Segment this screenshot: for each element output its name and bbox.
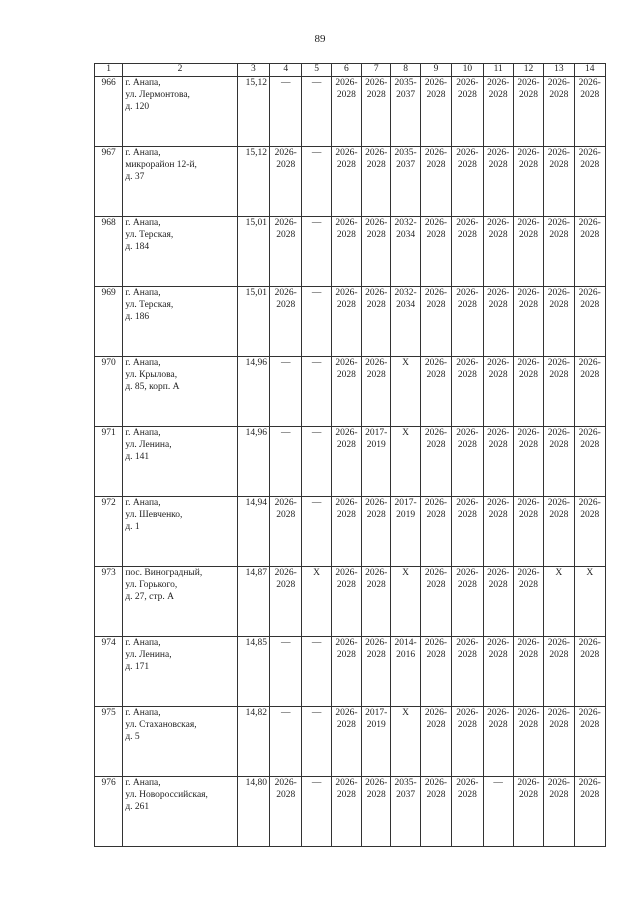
period-cell: 2026-2028 [544,426,574,496]
column-header: 1 [95,64,123,77]
table-row [95,76,606,146]
address-line: д. 184 [125,241,150,252]
address-line: ул. Горького, [125,579,178,590]
period-cell: — [483,776,513,846]
period-cell: 2026-2028 [331,356,361,426]
period-cell: 2026-2028 [420,216,451,286]
address-line: д. 141 [125,451,150,462]
address-cell [123,566,237,636]
period-cell: — [270,356,302,426]
address-line: д. 85, корп. А [125,381,180,392]
area-cell: 15,01 [237,216,269,286]
period-cell: 2026-2028 [331,146,361,216]
period-cell: 2026-2028 [362,356,391,426]
address-line: ул. Ленина, [125,439,172,450]
address-line: д. 186 [125,311,150,322]
area-cell: 14,80 [237,776,269,846]
period-cell: 2026-2028 [452,776,483,846]
area-cell: 14,82 [237,706,269,776]
period-cell: X [544,566,574,636]
column-header: 4 [270,64,302,77]
housing-schedule-table [94,63,606,847]
column-header: 10 [452,64,483,77]
period-cell: 2026-2028 [483,636,513,706]
address-line: д. 171 [125,661,150,672]
column-header: 6 [331,64,361,77]
period-cell: 2026-2028 [483,356,513,426]
address-cell [123,216,237,286]
period-cell: — [302,706,331,776]
period-cell: — [302,636,331,706]
area-cell: 14,87 [237,566,269,636]
period-cell: 2026-2028 [362,286,391,356]
period-cell: 2026-2028 [513,286,543,356]
address-line: г. Анапа, [125,217,161,228]
row-number-cell: 976 [95,776,123,846]
table-row [95,146,606,216]
area-cell: 14,96 [237,426,269,496]
period-cell: 2026-2028 [331,496,361,566]
page-number: 89 [314,33,326,45]
period-cell: 2026-2028 [362,566,391,636]
area-cell: 15,12 [237,146,269,216]
address-line: г. Анапа, [125,357,161,368]
period-cell: 2026-2028 [574,706,605,776]
period-cell: 2026-2028 [574,426,605,496]
period-cell: 2026-2028 [331,426,361,496]
row-number-cell: 969 [95,286,123,356]
area-cell: 14,96 [237,356,269,426]
row-number-cell: 973 [95,566,123,636]
address-line: д. 5 [125,731,140,742]
column-header: 14 [574,64,605,77]
table-row [95,636,606,706]
period-cell: 2026-2028 [270,776,302,846]
area-cell: 15,12 [237,76,269,146]
period-cell: 2026-2028 [331,76,361,146]
area-cell: 14,85 [237,636,269,706]
period-cell: 2026-2028 [483,426,513,496]
period-cell: 2026-2028 [452,706,483,776]
period-cell: 2026-2028 [544,146,574,216]
period-cell: — [302,216,331,286]
address-line: д. 1 [125,521,140,532]
period-cell: 2026-2028 [513,776,543,846]
period-cell: 2026-2028 [544,286,574,356]
table-row [95,426,606,496]
period-cell: 2026-2028 [513,706,543,776]
column-header: 2 [123,64,237,77]
row-number-cell: 974 [95,636,123,706]
address-line: ул. Терская, [125,299,174,310]
address-line: г. Анапа, [125,707,161,718]
address-cell [123,76,237,146]
address-cell [123,636,237,706]
period-cell: 2026-2028 [420,286,451,356]
address-line: пос. Виноградный, [125,567,203,578]
table-row [95,286,606,356]
period-cell: X [391,356,420,426]
period-cell: 2017-2019 [391,496,420,566]
period-cell: 2026-2028 [483,286,513,356]
address-cell [123,356,237,426]
address-cell [123,286,237,356]
area-cell: 15,01 [237,286,269,356]
period-cell: 2014-2016 [391,636,420,706]
table-row [95,706,606,776]
table-row [95,566,606,636]
period-cell: 2026-2028 [544,776,574,846]
period-cell: 2026-2028 [574,146,605,216]
period-cell: 2026-2028 [483,146,513,216]
address-line: ул. Шевченко, [125,509,183,520]
period-cell: 2035-2037 [391,776,420,846]
row-number-cell: 970 [95,356,123,426]
period-cell: — [302,496,331,566]
period-cell: 2026-2028 [574,356,605,426]
period-cell: 2026-2028 [483,706,513,776]
period-cell: 2026-2028 [331,636,361,706]
period-cell: 2026-2028 [331,286,361,356]
address-line: г. Анапа, [125,77,161,88]
period-cell: 2026-2028 [420,706,451,776]
area-cell: 14,94 [237,496,269,566]
address-line: д. 120 [125,101,150,112]
period-cell: X [391,706,420,776]
row-number-cell: 971 [95,426,123,496]
address-cell [123,776,237,846]
row-number-cell: 967 [95,146,123,216]
period-cell: — [302,286,331,356]
period-cell: 2026-2028 [574,776,605,846]
period-cell: — [302,426,331,496]
period-cell: 2026-2028 [452,76,483,146]
period-cell: 2026-2028 [452,496,483,566]
period-cell: 2026-2028 [452,566,483,636]
period-cell: 2026-2028 [513,216,543,286]
period-cell: 2026-2028 [362,636,391,706]
period-cell: 2026-2028 [270,216,302,286]
address-line: г. Анапа, [125,287,161,298]
period-cell: 2026-2028 [452,356,483,426]
period-cell: 2026-2028 [270,566,302,636]
period-cell: 2026-2028 [513,636,543,706]
period-cell: 2032-2034 [391,286,420,356]
period-cell: 2026-2028 [544,496,574,566]
period-cell: 2035-2037 [391,146,420,216]
column-header: 11 [483,64,513,77]
period-cell: 2026-2028 [483,496,513,566]
address-line: ул. Стахановская, [125,719,197,730]
period-cell: — [270,636,302,706]
period-cell: 2026-2028 [513,356,543,426]
period-cell: 2026-2028 [452,426,483,496]
row-number-cell: 968 [95,216,123,286]
period-cell: 2026-2028 [544,706,574,776]
period-cell: — [270,426,302,496]
period-cell: 2026-2028 [420,776,451,846]
period-cell: 2026-2028 [544,76,574,146]
period-cell: 2026-2028 [483,566,513,636]
header-row [95,64,606,77]
period-cell: 2026-2028 [331,706,361,776]
period-cell: 2026-2028 [483,216,513,286]
period-cell: — [270,76,302,146]
address-line: ул. Ленина, [125,649,172,660]
address-cell [123,706,237,776]
period-cell: 2032-2034 [391,216,420,286]
period-cell: 2026-2028 [574,636,605,706]
period-cell: 2026-2028 [420,146,451,216]
period-cell: 2026-2028 [331,776,361,846]
period-cell: 2026-2028 [420,566,451,636]
period-cell: 2026-2028 [544,356,574,426]
period-cell: 2026-2028 [574,76,605,146]
period-cell: 2017-2019 [362,706,391,776]
table-row [95,496,606,566]
address-line: ул. Лермонтова, [125,89,190,100]
period-cell: 2026-2028 [362,216,391,286]
period-cell: 2026-2028 [420,426,451,496]
address-line: д. 261 [125,801,150,812]
period-cell: 2026-2028 [513,496,543,566]
period-cell: X [391,566,420,636]
column-header: 8 [391,64,420,77]
period-cell: 2026-2028 [270,286,302,356]
period-cell: 2026-2028 [452,146,483,216]
period-cell: 2026-2028 [544,636,574,706]
period-cell: 2026-2028 [452,286,483,356]
row-number-cell: 972 [95,496,123,566]
period-cell: 2026-2028 [513,76,543,146]
period-cell: 2026-2028 [544,216,574,286]
period-cell: 2026-2028 [420,356,451,426]
period-cell: — [302,146,331,216]
period-cell: 2026-2028 [483,76,513,146]
address-line: ул. Новороссийская, [125,789,208,800]
period-cell: 2026-2028 [362,76,391,146]
address-cell [123,146,237,216]
period-cell: 2026-2028 [331,566,361,636]
column-header: 5 [302,64,331,77]
period-cell: 2026-2028 [362,776,391,846]
table-row [95,216,606,286]
period-cell: 2026-2028 [420,76,451,146]
address-line: г. Анапа, [125,147,161,158]
column-header: 7 [362,64,391,77]
period-cell: 2026-2028 [574,286,605,356]
period-cell: 2026-2028 [574,496,605,566]
period-cell: X [302,566,331,636]
address-line: ул. Крылова, [125,369,178,380]
period-cell: — [302,776,331,846]
address-line: д. 27, стр. А [125,591,175,602]
address-line: г. Анапа, [125,427,161,438]
period-cell: 2026-2028 [270,146,302,216]
period-cell: 2026-2028 [331,216,361,286]
row-number-cell: 975 [95,706,123,776]
period-cell: 2026-2028 [513,426,543,496]
address-line: г. Анапа, [125,637,161,648]
period-cell: 2026-2028 [513,566,543,636]
column-header: 12 [513,64,543,77]
period-cell: 2026-2028 [452,636,483,706]
period-cell: — [302,76,331,146]
period-cell: 2026-2028 [362,146,391,216]
period-cell: — [302,356,331,426]
address-cell [123,496,237,566]
period-cell: 2026-2028 [513,146,543,216]
table-row [95,776,606,846]
address-cell [123,426,237,496]
period-cell: 2026-2028 [452,216,483,286]
address-line: микрорайон 12-й, [125,159,197,170]
column-header: 3 [237,64,269,77]
column-header: 9 [420,64,451,77]
period-cell: 2026-2028 [362,496,391,566]
table-row [95,356,606,426]
address-line: г. Анапа, [125,777,161,788]
period-cell: 2035-2037 [391,76,420,146]
period-cell: X [574,566,605,636]
column-header: 13 [544,64,574,77]
period-cell: — [270,706,302,776]
period-cell: 2026-2028 [420,496,451,566]
address-line: г. Анапа, [125,497,161,508]
period-cell: 2017-2019 [362,426,391,496]
period-cell: X [391,426,420,496]
period-cell: 2026-2028 [574,216,605,286]
address-line: ул. Терская, [125,229,174,240]
row-number-cell: 966 [95,76,123,146]
period-cell: 2026-2028 [420,636,451,706]
address-line: д. 37 [125,171,145,182]
period-cell: 2026-2028 [270,496,302,566]
